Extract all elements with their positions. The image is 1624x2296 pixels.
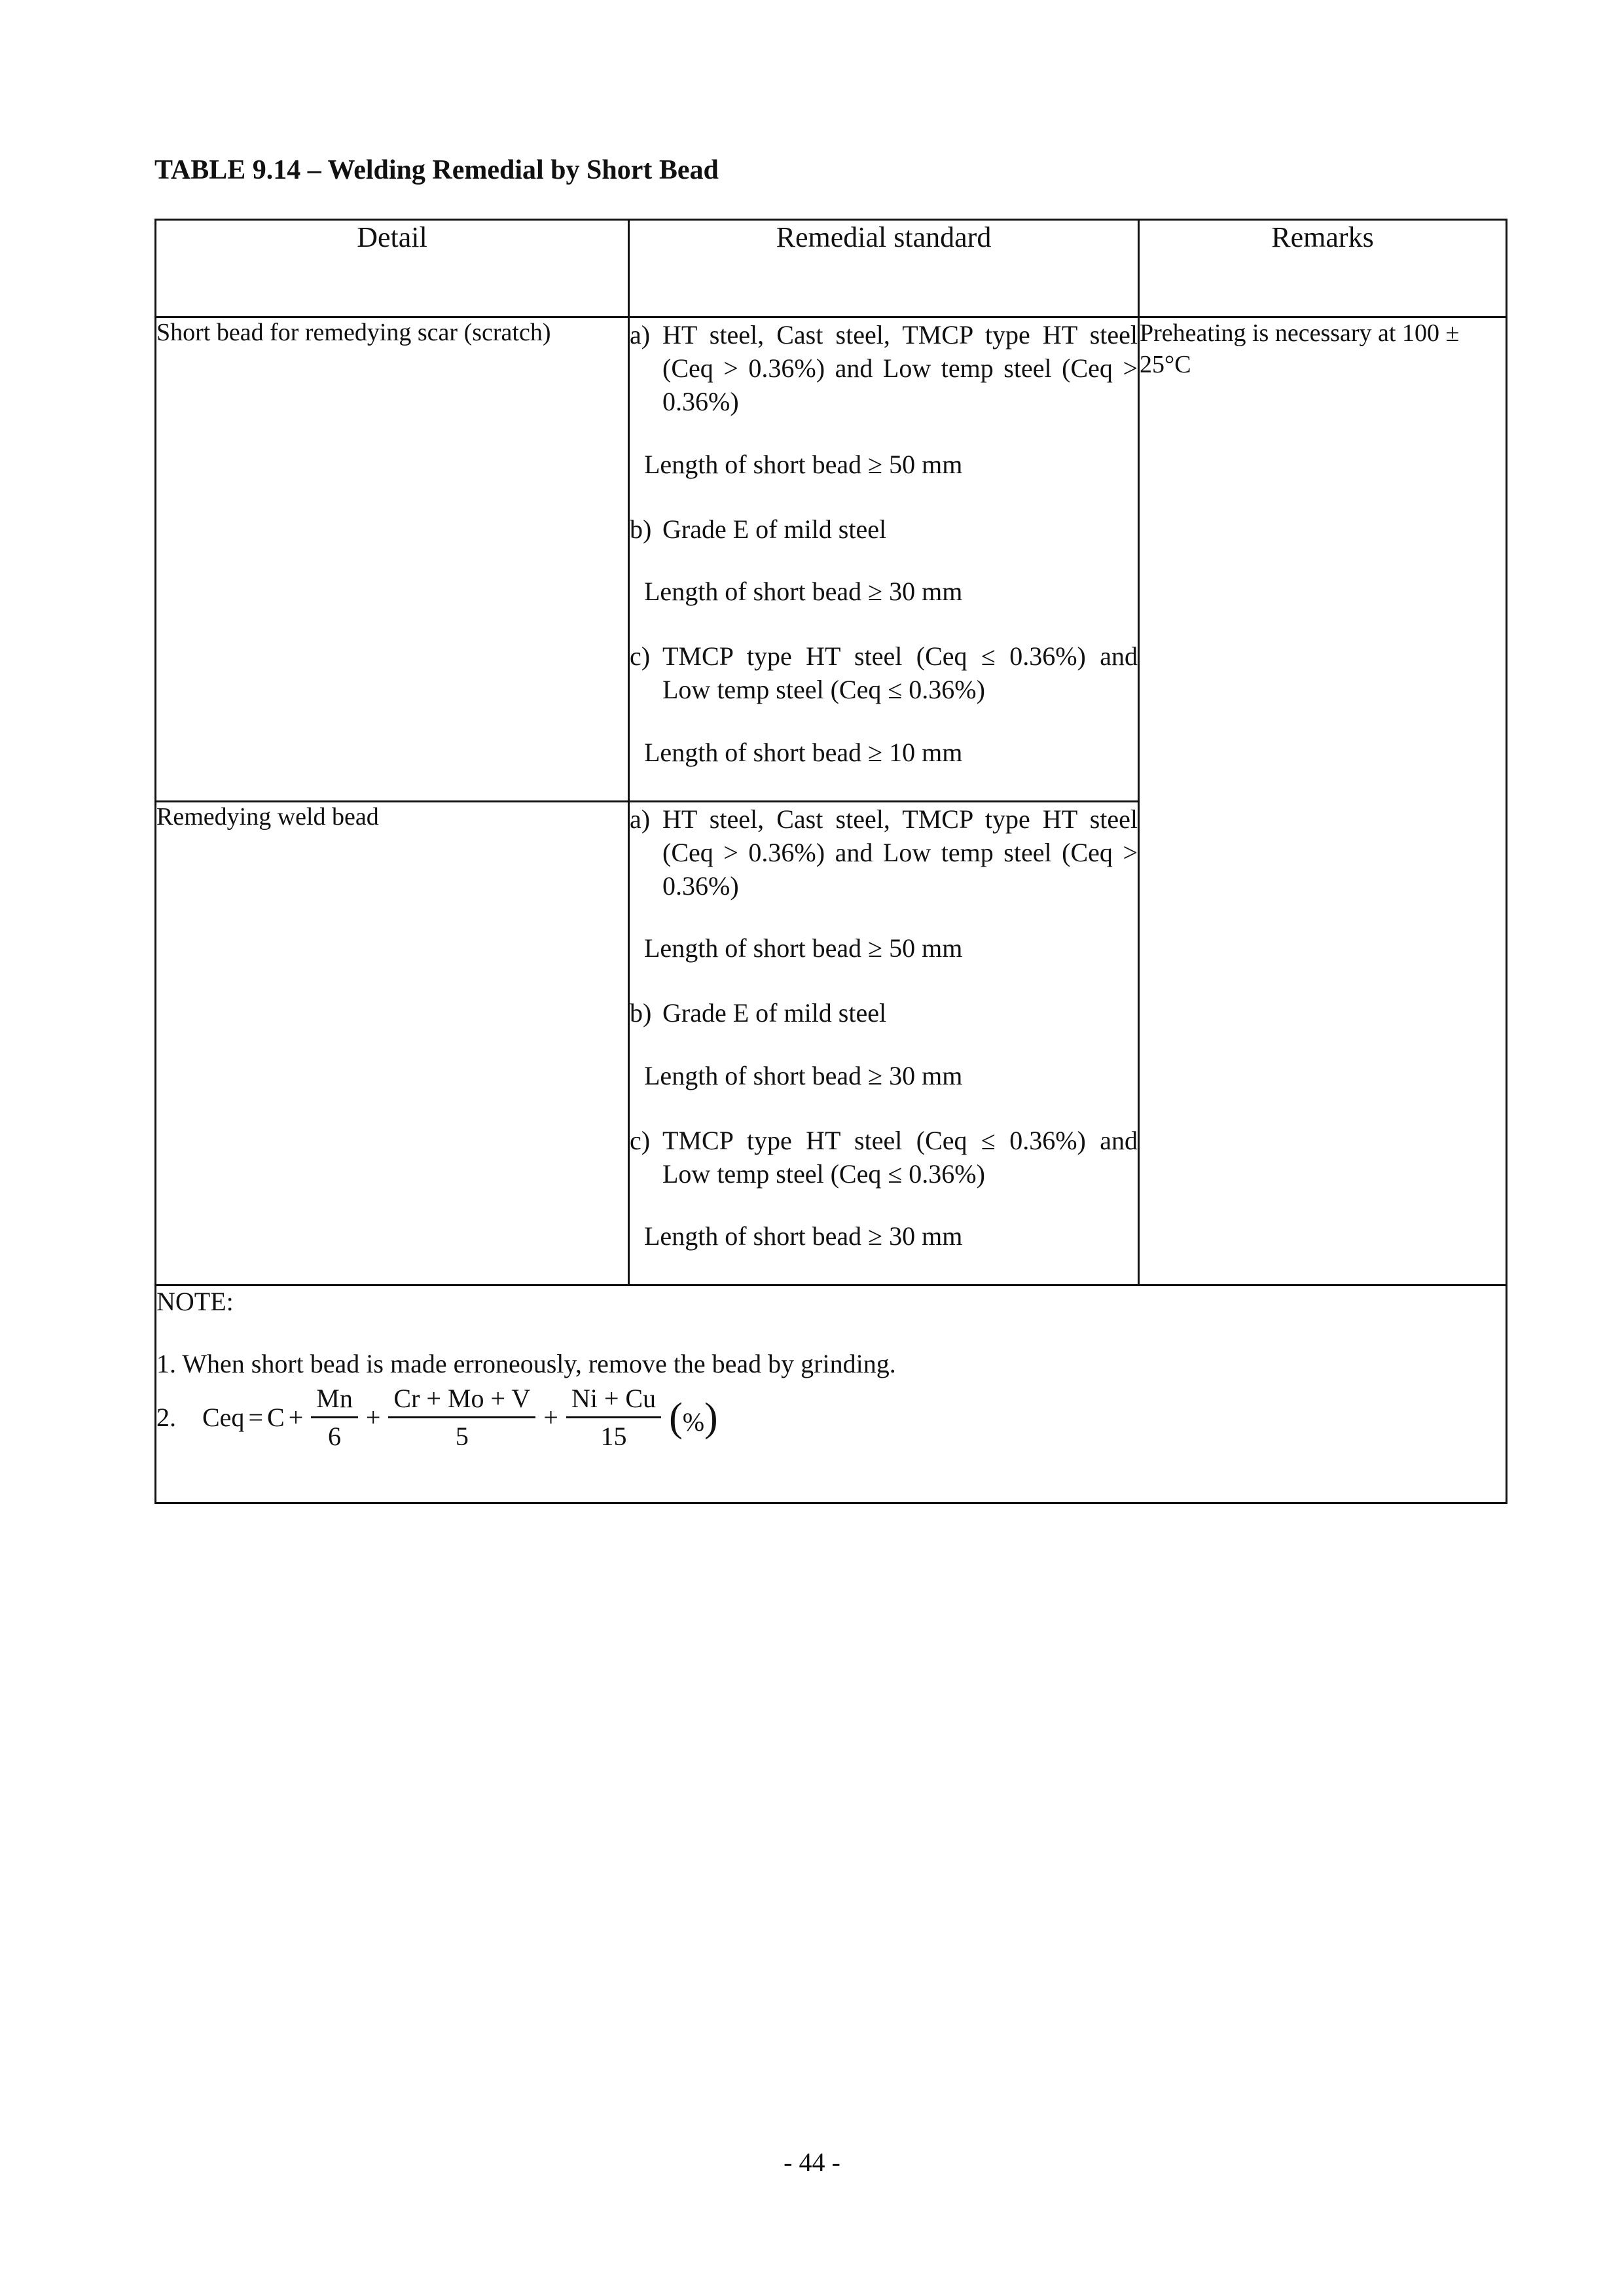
remedial-table — [154, 219, 1507, 1504]
table-row — [156, 317, 1507, 802]
formula-unit: (%) — [669, 1395, 718, 1440]
standard-item — [630, 1124, 1138, 1191]
fraction-denominator: 15 — [600, 1422, 627, 1452]
item-label: b) — [630, 998, 652, 1028]
formula-plus: + — [365, 1403, 381, 1433]
note-cell — [156, 1285, 1507, 1503]
formula-equals: = — [248, 1403, 263, 1433]
bead-length: Length of short bead ≥ 50 mm — [644, 933, 963, 963]
bead-length: Length of short bead ≥ 30 mm — [644, 1221, 963, 1251]
detail-cell: Remedying weld bead — [156, 801, 629, 1285]
item-text: HT steel, Cast steel, TMCP type HT steel (Ceq > 0.36%) and Low temp steel (Ceq > 0.36%) — [662, 320, 1138, 417]
formula-c: C — [267, 1403, 285, 1433]
standard-item — [630, 996, 1138, 1030]
item-text: TMCP type HT steel (Ceq ≤ 0.36%) and Low temp steel (Ceq ≤ 0.36%) — [662, 1125, 1138, 1189]
formula-index: 2. — [156, 1403, 176, 1433]
formula-lhs: Ceq — [202, 1403, 245, 1433]
standard-item — [630, 318, 1138, 419]
item-text: TMCP type HT steel (Ceq ≤ 0.36%) and Low temp steel (Ceq ≤ 0.36%) — [662, 641, 1138, 705]
note-row — [156, 1285, 1507, 1503]
bead-length: Length of short bead ≥ 30 mm — [644, 1060, 963, 1090]
table-title: TABLE 9.14 – Welding Remedial by Short Bead — [154, 155, 719, 185]
fraction-mn — [311, 1383, 358, 1452]
formula-plus: + — [543, 1403, 558, 1433]
formula-plus: + — [288, 1403, 304, 1433]
standard-item — [630, 802, 1138, 903]
item-text: HT steel, Cast steel, TMCP type HT steel (Ceq > 0.36%) and Low temp steel (Ceq > 0.36%) — [662, 804, 1138, 901]
unit-text: % — [682, 1407, 705, 1437]
item-text: Grade E of mild steel — [662, 514, 887, 544]
standard-cell — [629, 801, 1139, 1285]
fraction-denominator: 6 — [328, 1422, 342, 1452]
note-heading: NOTE: — [156, 1287, 234, 1317]
standard-item — [630, 639, 1138, 706]
bead-length: Length of short bead ≥ 50 mm — [644, 449, 963, 479]
note-item-1: 1. When short bead is made erroneously, remove the bead by grinding. — [156, 1349, 896, 1379]
fraction-ni-cu — [566, 1383, 661, 1452]
fraction-numerator: Cr + Mo + V — [388, 1383, 535, 1418]
item-label: a) — [630, 320, 651, 350]
ceq-formula — [156, 1383, 1506, 1452]
bead-length: Length of short bead ≥ 10 mm — [644, 737, 963, 767]
item-label: c) — [630, 641, 651, 672]
page-number: - 44 - — [784, 2147, 840, 2177]
item-label: c) — [630, 1125, 651, 1155]
header-remarks: Remarks — [1139, 220, 1507, 317]
item-label: a) — [630, 804, 651, 834]
standard-cell — [629, 317, 1139, 802]
header-detail: Detail — [156, 220, 629, 317]
remarks-cell: Preheating is necessary at 100 ± 25°C — [1139, 317, 1507, 1285]
fraction-denominator: 5 — [455, 1422, 469, 1452]
fraction-cr-mo-v — [388, 1383, 535, 1452]
fraction-numerator: Ni + Cu — [566, 1383, 661, 1418]
item-label: b) — [630, 514, 652, 544]
standard-item — [630, 512, 1138, 546]
item-text: Grade E of mild steel — [662, 998, 887, 1028]
header-row — [156, 220, 1507, 317]
header-remedial-standard: Remedial standard — [629, 220, 1139, 317]
bead-length: Length of short bead ≥ 30 mm — [644, 576, 963, 606]
fraction-numerator: Mn — [311, 1383, 358, 1418]
detail-cell: Short bead for remedying scar (scratch) — [156, 317, 629, 802]
